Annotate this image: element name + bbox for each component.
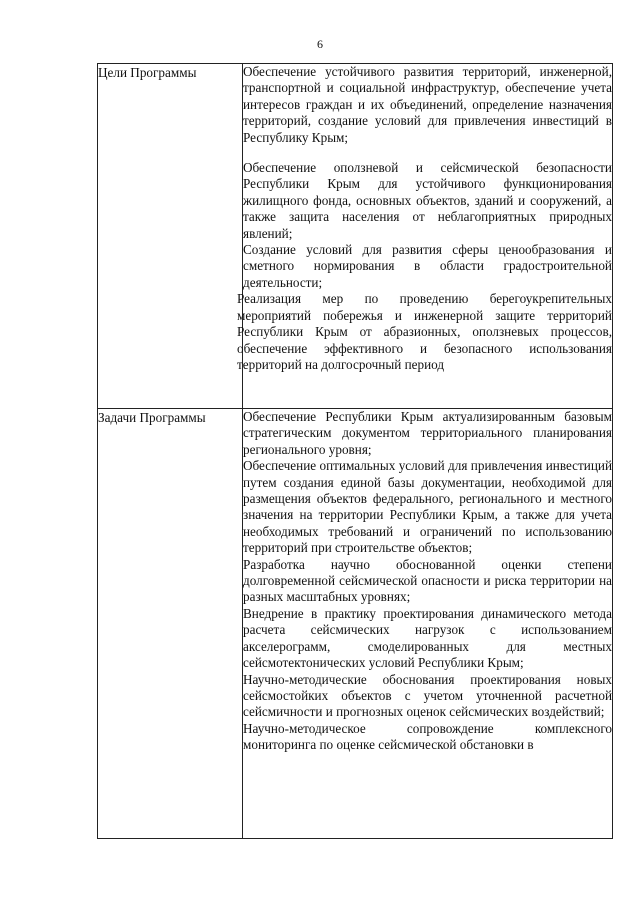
task-paragraph: Внедрение в практику проектирования динамического метода расчета сейсмических нагрузок с использованием акселерограмм, смоделированных для местных сейсмотектонических условий Республики Крым;: [243, 605, 612, 671]
program-table: [97, 63, 613, 839]
row-label-goals: Цели Программы: [98, 64, 243, 409]
table-row-goals: [98, 64, 613, 409]
page-number: 6: [317, 37, 323, 51]
row-content-tasks: [243, 409, 613, 839]
row-content-goals: [237, 64, 613, 409]
task-paragraph: Разработка научно обоснованной оценки степени долговременной сейсмической опасности и риска территории на разных масштабных уровнях;: [243, 556, 612, 605]
goal-paragraph: Обеспечение устойчивого развития территорий, инженерной, транспортной и социальной инфраструктур, обеспечение учета интересов граждан и их объединений, определение назначения территорий, создание условий для привлечения инвестиций в Республику Крым;: [243, 64, 612, 145]
goal-paragraph: Обеспечение оползневой и сейсмической безопасности Республики Крым для устойчивого функционирования жилищного фонда, основных объектов, зданий и сооружений, а также защита населения от неблагоприятных природных явлений;: [243, 160, 612, 241]
task-paragraph: Научно-методические обоснования проектирования новых сейсмостойких объектов с учетом уточненной расчетной сейсмичности и прогнозных оценок сейсмических воздействий;: [243, 671, 612, 720]
row-label-tasks: Задачи Программы: [98, 409, 243, 839]
task-paragraph: Обеспечение оптимальных условий для привлечения инвестиций путем создания единой базы документации, необходимой для размещения объектов федерального, регионального и местного значения на территории Республики Крым, а также для учета необходимых требований и ограничений по использованию территорий при строительстве объектов;: [243, 458, 612, 556]
task-paragraph: Научно-методическое сопровождение комплексного мониторинга по оценке сейсмической обстановки в: [243, 720, 612, 753]
goal-paragraph: Реализация мер по проведению берегоукрепительных мероприятий побережья и инженерной защите территорий Республики Крым от абразионных, оползневых процессов, обеспечение эффективного и безопасного использования территорий на долгосрочный период: [237, 291, 612, 372]
task-paragraph: Обеспечение Республики Крым актуализированным базовым стратегическим документом территориального планирования регионального уровня;: [243, 409, 612, 457]
table-row-tasks: [98, 409, 613, 839]
goal-paragraph: Создание условий для развития сферы ценообразования и сметного нормирования в области градостроительной деятельности;: [243, 242, 612, 290]
